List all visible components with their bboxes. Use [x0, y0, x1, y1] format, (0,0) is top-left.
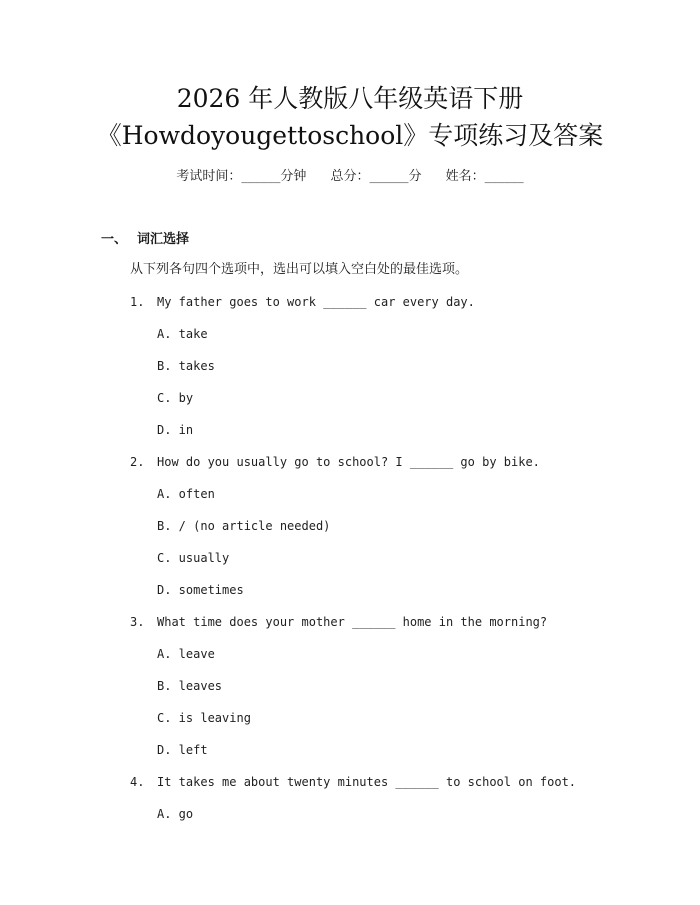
- answer-option: A. take: [157, 327, 208, 341]
- question-text: It takes me about twenty minutes ______ to school on foot.: [157, 775, 577, 789]
- answer-option: A. leave: [157, 647, 215, 661]
- answer-option: D. sometimes: [157, 583, 244, 597]
- question-number: 4.: [130, 775, 145, 789]
- answer-option: B. / (no article needed): [157, 519, 331, 533]
- section-heading: [101, 231, 189, 249]
- answer-option: C. by: [157, 391, 194, 405]
- answer-option: D. left: [157, 743, 208, 757]
- section-number: 一、: [101, 232, 128, 247]
- section-instruction: 从下列各句四个选项中，选出可以填入空白处的最佳选项。: [130, 262, 469, 277]
- answer-option: A. often: [157, 487, 215, 501]
- question-text: What time does your mother ______ home in the morning?: [157, 615, 548, 629]
- exam-student-name: 姓名：______: [445, 169, 524, 184]
- answer-option: B. leaves: [157, 679, 223, 693]
- question-text: My father goes to work ______ car every day.: [157, 295, 475, 309]
- exam-meta: [0, 168, 700, 186]
- section-title: 词汇选择: [137, 232, 190, 247]
- document-title-line-1: 2026 年人教版八年级英语下册: [176, 84, 524, 113]
- question-number: 3.: [130, 615, 145, 629]
- answer-option: D. in: [157, 423, 194, 437]
- question-number: 2.: [130, 455, 145, 469]
- answer-option: B. takes: [157, 359, 215, 373]
- question-text: How do you usually go to school? I ______ go by bike.: [157, 455, 540, 469]
- answer-option: C. usually: [157, 551, 230, 565]
- question-number: 1.: [130, 295, 145, 309]
- exam-total-score: 总分：______分: [330, 169, 422, 184]
- answer-option: C. is leaving: [157, 711, 251, 725]
- answer-option: A. go: [157, 807, 194, 821]
- exam-time: 考试时间：______分钟: [176, 169, 307, 184]
- document-title-line-2: 《Howdoyougettoschool》专项练习及答案: [96, 121, 604, 150]
